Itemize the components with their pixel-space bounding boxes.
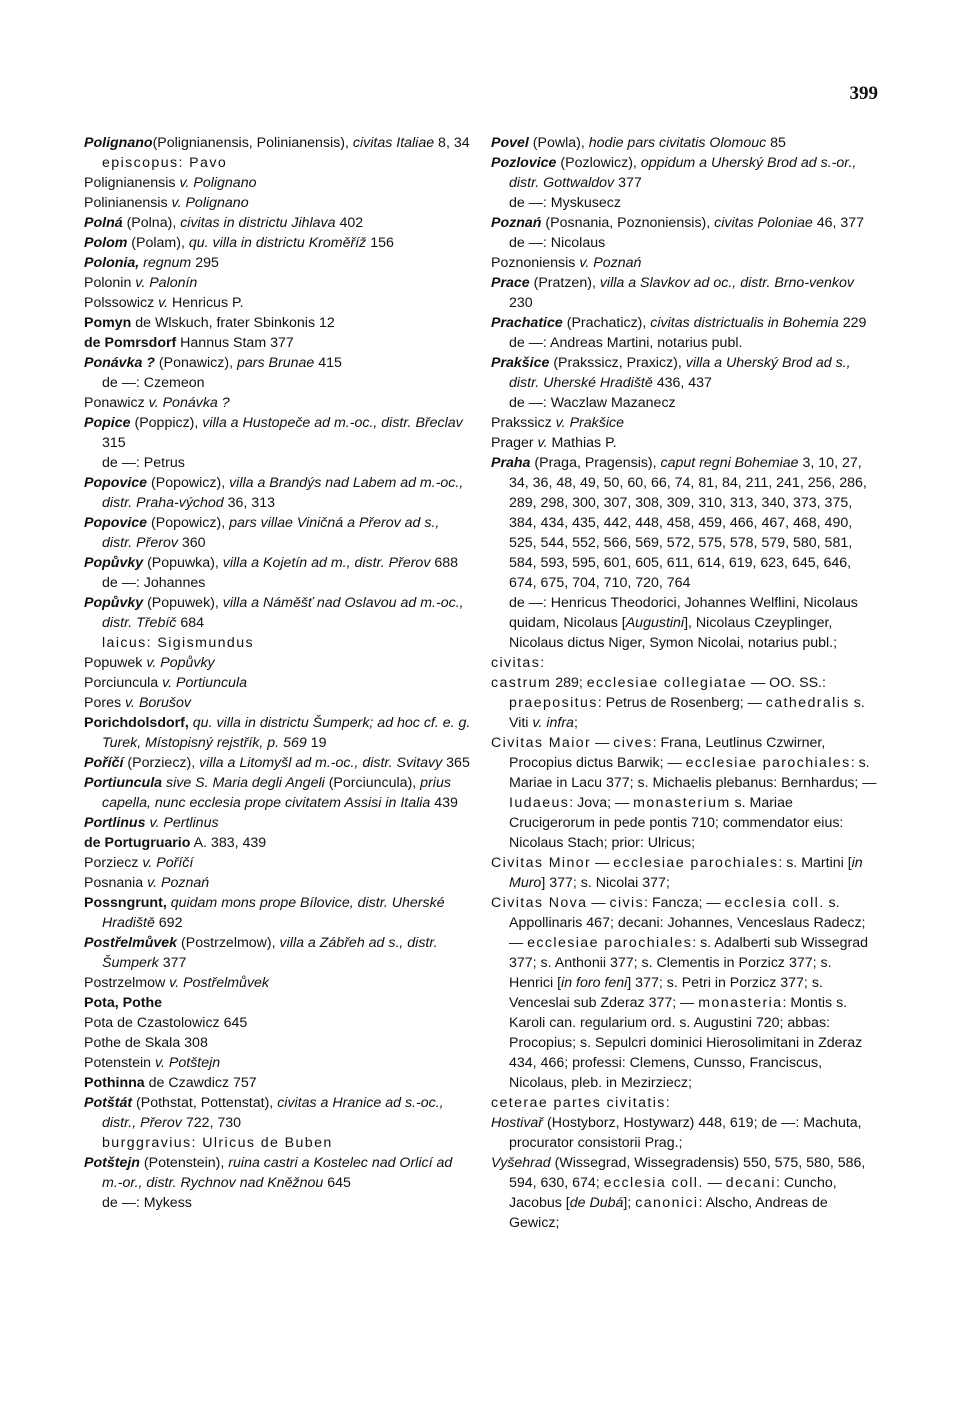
entry-text-run: : Frana, Leutlinus Czwirner, Procopius dictus Barwik; —: [509, 735, 826, 771]
index-entry: [84, 1013, 472, 1033]
entry-text-run: (Poppicz),: [130, 415, 203, 431]
entry-text-run: Hannus Stam 377: [176, 335, 294, 351]
entry-text-run: v. Poznań: [579, 255, 642, 271]
entry-text-run: 289;: [551, 675, 587, 691]
index-entry: [491, 413, 878, 433]
entry-text-run: canonici: [635, 1195, 699, 1211]
entry-text-run: v. infra: [532, 715, 574, 731]
entry-text-run: de —: Johannes: [102, 575, 206, 591]
right-column: [491, 133, 878, 1233]
entry-text-run: villa a Hustopeče ad m.-oc., distr. Břeclav: [202, 415, 463, 431]
entry-text-run: 36, 313: [223, 495, 275, 511]
entry-text-run: (Ponawicz),: [154, 355, 237, 371]
entry-text-run: pars Brunae: [236, 355, 315, 371]
entry-text-run: de —: Petrus: [102, 455, 185, 471]
entry-text-run: (Popowicz),: [147, 515, 230, 531]
entry-text-run: villa a Zábřeh ad s., distr. Šumperk: [102, 935, 438, 971]
entry-text-run: (Popowicz),: [147, 475, 230, 491]
entry-text-run: Civitas Maior: [491, 735, 592, 751]
entry-text-run: ecclesiae parochiales: [613, 855, 779, 871]
index-subentry: [84, 373, 472, 393]
entry-text-run: v. Polignano: [179, 175, 257, 191]
index-subentry: [84, 453, 472, 473]
entry-text-run: 377: [614, 175, 642, 191]
entry-text-run: : Montis s. Karoli can. regularium ord. s. Augustini 720; abbas: Procopius; s. Sepulcri dominici Hierosolimitani in Zderaz 434, 466; professi: Clemens, Cunsso, Franciscus, Nicolaus, pleb. in Mezirziecz;: [509, 995, 863, 1091]
index-entry: [84, 753, 472, 773]
entry-text-run: (Porziecz),: [123, 755, 200, 771]
entry-text-run: : Cuncho, Jacobus [: [509, 1175, 837, 1211]
index-entry: [84, 273, 472, 293]
entry-text-run: v. Pertlinus: [149, 815, 219, 831]
index-entry: [84, 253, 472, 273]
entry-text-run: de —: Myskusecz: [509, 195, 621, 211]
entry-text-run: : Petrus de Rosenberg; —: [597, 695, 766, 711]
entry-text-run: Povel: [491, 135, 529, 151]
entry-text-run: ], Nicolaus Czeyplinger, Nicolaus dictus Niger, Symon Nicolai, notarius publ.;: [509, 615, 838, 651]
entry-text-run: Henricus P.: [168, 295, 244, 311]
entry-text-run: —: [591, 855, 614, 871]
entry-text-run: Augustini: [625, 615, 685, 631]
entry-text-run: Poznań: [491, 215, 542, 231]
entry-text-run: s. Appollinaris 467; decani: Johannes, Venceslaus Radecz; —: [509, 895, 866, 951]
entry-text-run: v. Poznań: [147, 875, 210, 891]
index-entry: [84, 693, 472, 713]
entry-text-run: (Postrzelmow),: [177, 935, 280, 951]
entry-text-run: Popice: [84, 415, 131, 431]
entry-text-run: Pota de Czastolowicz 645: [84, 1015, 248, 1031]
entry-text-run: ] 377; s. Nicolai 377;: [541, 875, 670, 891]
entry-text-run: 8, 34: [434, 135, 470, 151]
index-subentry: [491, 593, 878, 653]
index-entry: [84, 653, 472, 673]
entry-text-run: v. Poříčí: [142, 855, 194, 871]
entry-text-run: Popuwek: [84, 655, 147, 671]
index-entry: [84, 213, 472, 233]
entry-text-run: villa a Brandýs nad Labem ad m.-oc., distr. Praha-východ: [102, 475, 464, 511]
entry-text-run: Prace: [491, 275, 530, 291]
entry-text-run: Potštát: [84, 1095, 133, 1111]
entry-text-run: A. 383, 439: [190, 835, 267, 851]
index-entry: [84, 353, 472, 373]
entry-text-run: de —: Mykess: [102, 1195, 192, 1211]
entry-text-run: praepositus: [509, 695, 598, 711]
index-subentry: [491, 193, 878, 213]
entry-text-run: Prager: [491, 435, 538, 451]
index-entry: [491, 313, 878, 333]
entry-text-run: (Pothstat, Pottenstat),: [132, 1095, 278, 1111]
entry-text-run: (Potenstein),: [139, 1155, 229, 1171]
entry-text-run: v. Prakšice: [555, 415, 624, 431]
index-entry: [491, 1113, 878, 1153]
index-entry: [491, 273, 878, 313]
index-entry: [84, 233, 472, 253]
entry-text-run: ;: [573, 715, 578, 731]
entry-text-run: 360: [177, 535, 206, 551]
index-section-heading: [491, 1093, 878, 1113]
entry-text-run: de Czawdicz 757: [144, 1075, 257, 1091]
entry-text-run: Prakssicz: [491, 415, 556, 431]
entry-text-run: qu. villa in districtu Šumperk; ad hoc cf. e. g. Turek, Místopisný rejstřík, p. 569: [102, 715, 471, 751]
entry-text-run: in foro feni: [561, 975, 628, 991]
entry-text-run: de Pomrsdorf: [84, 335, 177, 351]
index-subentry: [491, 393, 878, 413]
index-entry: [84, 293, 472, 313]
entry-text-run: burggravius: Ulricus de Buben: [102, 1135, 333, 1151]
entry-text-run: prius capella, nunc ecclesia prope civitatem Assisi in Italia: [102, 775, 451, 811]
entry-text-run: 688: [430, 555, 459, 571]
entry-text-run: s. Mariae Crucigerorum in pede pontis 710; commendator eius: Nicolaus Stach; prior: Ulricus;: [509, 795, 844, 851]
entry-text-run: Postrzelmow: [84, 975, 170, 991]
entry-text-run: v. Borušov: [125, 695, 191, 711]
entry-text-run: v. Polignano: [171, 195, 249, 211]
entry-text-run: Poříčí: [84, 755, 124, 771]
page-number: 399: [849, 83, 878, 104]
entry-text-run: Pozlovice: [491, 155, 557, 171]
entry-text-run: oppidum a Uherský Brod ad s.-or., distr. Gottwaldov: [509, 155, 857, 191]
entry-text-run: —: [703, 1175, 726, 1191]
entry-text-run: Popovice: [84, 515, 148, 531]
index-entry: [84, 973, 472, 993]
left-column: [84, 133, 472, 1213]
entry-text-run: Pota, Pothe: [84, 995, 163, 1011]
entry-text-run: regnum: [143, 255, 192, 271]
entry-text-run: (Powla),: [528, 135, 589, 151]
entry-text-run: civitas a Hranice ad s.-oc., distr., Přerov: [102, 1095, 444, 1131]
entry-text-run: Polssowicz: [84, 295, 159, 311]
entry-text-run: ];: [623, 1195, 636, 1211]
entry-text-run: civitas:: [491, 655, 546, 671]
entry-text-run: (Posnania, Poznoniensis),: [541, 215, 715, 231]
index-entry: [491, 453, 878, 593]
entry-text-run: Mathias P.: [547, 435, 617, 451]
entry-text-run: Prachatice: [491, 315, 563, 331]
entry-text-run: Iudaeus: [509, 795, 570, 811]
entry-text-run: Pomyn: [84, 315, 132, 331]
index-entry: [84, 393, 472, 413]
entry-text-run: Prakšice: [491, 355, 550, 371]
entry-text-run: 692: [154, 915, 183, 931]
index-entry: [84, 333, 472, 353]
entry-text-run: episcopus: Pavo: [102, 155, 228, 171]
entry-text-run: s. Viti: [509, 695, 865, 731]
index-entry: [491, 133, 878, 153]
entry-text-run: 156: [366, 235, 394, 251]
entry-text-run: de —: Waczlaw Mazanecz: [509, 395, 676, 411]
index-entry: [84, 313, 472, 333]
entry-text-run: v.: [537, 435, 548, 451]
index-entry: [491, 733, 878, 853]
entry-text-run: 365: [442, 755, 470, 771]
entry-text-run: laicus: Sigismundus: [102, 635, 254, 651]
index-entry: [84, 673, 472, 693]
entry-text-run: Potenstein: [84, 1055, 155, 1071]
entry-text-run: Posnania: [84, 875, 148, 891]
index-entry: [84, 1033, 472, 1053]
entry-text-run: Civitas Minor: [491, 855, 592, 871]
entry-text-run: ecclesiae collegiatae: [586, 675, 748, 691]
index-subentry: [84, 633, 472, 653]
index-entry: [84, 933, 472, 973]
entry-text-run: caput regni Bohemiae: [660, 455, 799, 471]
index-entry: [491, 433, 878, 453]
entry-text-run: —: [591, 735, 614, 751]
entry-text-run: : Fancza; —: [644, 895, 725, 911]
index-subentry: [491, 233, 878, 253]
index-entry: [491, 213, 878, 233]
entry-text-run: Ponawicz: [84, 395, 149, 411]
entry-text-run: v. Popůvky: [146, 655, 215, 671]
entry-text-run: (Prachaticz),: [562, 315, 651, 331]
entry-text-run: 645: [323, 1175, 351, 1191]
entry-text-run: villa a Kojetín ad m., distr. Přerov: [222, 555, 431, 571]
entry-text-run: 722, 730: [181, 1115, 242, 1131]
index-entry: [84, 193, 472, 213]
entry-text-run: villa a Náměšť nad Oslavou ad m.-oc., distr. Třebíč: [102, 595, 464, 631]
entry-text-run: Porichdolsdorf,: [84, 715, 189, 731]
entry-text-run: 436, 437: [652, 375, 712, 391]
entry-text-run: Hostivař: [491, 1115, 544, 1131]
index-entry: [491, 673, 878, 733]
entry-text-run: Postřelmůvek: [84, 935, 178, 951]
entry-text-run: : s. Adalberti sub Wissegrad 377; s. Anthonii 377; s. Clementis in Porzicz 377; s. Henrici [: [509, 935, 869, 991]
index-entry: [491, 1153, 878, 1233]
entry-text-run: (Wissegrad, Wissegradensis) 550, 575, 580, 586, 594, 630, 674;: [509, 1155, 866, 1191]
entry-text-run: Popůvky: [84, 555, 144, 571]
entry-text-run: Portiuncula: [84, 775, 163, 791]
entry-text-run: cathedralis: [765, 695, 850, 711]
entry-text-run: Ponávka ?: [84, 355, 155, 371]
entry-text-run: v.: [158, 295, 169, 311]
entry-text-run: (Praga, Pragensis),: [530, 455, 661, 471]
entry-text-run: (Prakssicz, Praxicz),: [549, 355, 686, 371]
index-entry: [84, 773, 472, 813]
entry-text-run: villa a Uherský Brod ad s., distr. Uherské Hradiště: [509, 355, 851, 391]
entry-text-run: Polná: [84, 215, 123, 231]
entry-text-run: cives: [613, 735, 653, 751]
entry-text-run: Porciuncula: [84, 675, 163, 691]
entry-text-run: (Porciuncula),: [324, 775, 421, 791]
entry-text-run: de —: Czemeon: [102, 375, 205, 391]
entry-text-run: Polonia,: [84, 255, 140, 271]
entry-text-run: Popovice: [84, 475, 148, 491]
index-section-heading: [491, 653, 878, 673]
entry-text-run: Vyšehrad: [491, 1155, 551, 1171]
entry-text-run: (Pozlowicz),: [556, 155, 641, 171]
entry-text-run: sive S. Maria degli Angeli: [166, 775, 325, 791]
entry-text-run: civitas Poloniae: [714, 215, 813, 231]
index-entry: [84, 1153, 472, 1193]
index-entry: [491, 153, 878, 193]
index-entry: [84, 853, 472, 873]
entry-text-run: in Muro: [509, 855, 863, 891]
entry-text-run: Civitas Nova: [491, 895, 588, 911]
entry-text-run: de Dubá: [569, 1195, 624, 1211]
entry-text-run: 684: [176, 615, 204, 631]
entry-text-run: ecclesia coll.: [724, 895, 825, 911]
entry-text-run: Portlinus: [84, 815, 146, 831]
entry-text-run: 377: [158, 955, 187, 971]
entry-text-run: de —: Andreas Martini, notarius publ.: [509, 335, 743, 351]
entry-text-run: 3, 10, 27, 34, 36, 48, 49, 50, 60, 66, 74, 81, 84, 211, 241, 256, 286, 289, 298, 300, 307, 308, 309, 310, 313, 340, 373, 375, 384, 434, 435, 442, 448, 458, 459, 466, 467, 468, 490, 525, 544, 552, 566, 569, 572, 575, 578, 579, 580, 581, 584, 593, 595, 601, 605, 611, 614, 619, 623, 645, 646, 674, 675, 704, 710, 720, 764: [509, 455, 867, 591]
entry-text-run: Praha: [491, 455, 531, 471]
entry-text-run: Potštejn: [84, 1155, 140, 1171]
entry-text-run: Poznoniensis: [491, 255, 580, 271]
entry-text-run: civitas districtualis in Bohemia: [650, 315, 839, 331]
entry-text-run: hodie pars civitatis Olomouc: [588, 135, 767, 151]
entry-text-run: 295: [191, 255, 219, 271]
entry-text-run: civitas Italiae: [352, 135, 435, 151]
entry-text-run: ceterae partes civitatis:: [491, 1095, 672, 1111]
entry-text-run: ecclesia coll.: [603, 1175, 704, 1191]
index-entry: [84, 713, 472, 753]
index-entry: [84, 873, 472, 893]
entry-text-run: 230: [509, 295, 533, 311]
entry-text-run: ] 377; s. Petri in Porzicz 377; s. Venceslai sub Zderaz 377; —: [509, 975, 823, 1011]
index-subentry: [84, 153, 472, 173]
entry-text-run: Polinianensis: [84, 195, 172, 211]
index-entry: [84, 833, 472, 853]
entry-text-run: de —: Nicolaus: [509, 235, 606, 251]
entry-text-run: (Popuwka),: [143, 555, 223, 571]
entry-text-run: : s. Mariae in Lacu 377; s. Michaelis plebanus: Bernhardus; —: [509, 755, 877, 791]
entry-text-run: : Jova; —: [569, 795, 634, 811]
index-entry: [84, 993, 472, 1013]
index-subentry: [84, 573, 472, 593]
entry-text-run: villa a Slavkov ad oc., distr. Brno-venkov: [599, 275, 854, 291]
entry-text-run: : s. Martini [: [778, 855, 852, 871]
entry-text-run: Polom: [84, 235, 128, 251]
entry-text-run: (Popuwek),: [143, 595, 223, 611]
entry-text-run: qu. villa in districtu Kroměříž: [188, 235, 367, 251]
entry-text-run: 402: [335, 215, 364, 231]
entry-text-run: (Polignianensis, Polinianensis),: [152, 135, 353, 151]
entry-text-run: villa a Litomyšl ad m.-oc., distr. Svitavy: [199, 755, 443, 771]
index-entry: [84, 173, 472, 193]
index-entry: [491, 353, 878, 393]
entry-text-run: ruina castri a Kostelec nad Orlicí ad m.-or., distr. Rychnov nad Kněžnou: [102, 1155, 453, 1191]
entry-text-run: — OO. SS.:: [747, 675, 826, 691]
entry-text-run: Polignianensis: [84, 175, 180, 191]
entry-text-run: Pothinna: [84, 1075, 145, 1091]
entry-text-run: (Polna),: [122, 215, 181, 231]
index-subentry: [84, 1193, 472, 1213]
entry-text-run: civis: [609, 895, 645, 911]
entry-text-run: v. Palonín: [135, 275, 198, 291]
entry-text-run: de Portugruario: [84, 835, 191, 851]
entry-text-run: castrum: [491, 675, 552, 691]
index-entry: [84, 1053, 472, 1073]
entry-text-run: decani: [725, 1175, 776, 1191]
entry-text-run: ecclesiae parochiales: [527, 935, 693, 951]
entry-text-run: quidam mons prope Bílovice, distr. Uherské Hradiště: [102, 895, 445, 931]
entry-text-run: Porziecz: [84, 855, 143, 871]
entry-text-run: (Hostyborz, Hostywarz) 448, 619; de —: Machuta, procurator consistorii Prag.;: [509, 1115, 862, 1151]
entry-text-run: v. Potštejn: [155, 1055, 221, 1071]
entry-text-run: —: [587, 895, 610, 911]
entry-text-run: v. Portiuncula: [162, 675, 247, 691]
entry-text-run: : Alscho, Andreas de Gewicz;: [509, 1195, 828, 1231]
entry-text-run: monasteria: [698, 995, 783, 1011]
entry-text-run: (Polam),: [127, 235, 189, 251]
entry-text-run: de Wlskuch, frater Sbinkonis 12: [131, 315, 335, 331]
index-entry: [84, 813, 472, 833]
index-subentry: [84, 1133, 472, 1153]
entry-text-run: Pothe de Skala 308: [84, 1035, 208, 1051]
index-entry: [84, 413, 472, 453]
entry-text-run: civitas in districtu Jihlava: [180, 215, 336, 231]
index-entry: [84, 473, 472, 513]
entry-text-run: 85: [766, 135, 786, 151]
entry-text-run: 229: [838, 315, 867, 331]
entry-text-run: (Pratzen),: [529, 275, 600, 291]
index-entry: [491, 893, 878, 1093]
entry-text-run: Polonin: [84, 275, 136, 291]
entry-text-run: Pores: [84, 695, 126, 711]
index-subentry: [491, 333, 878, 353]
entry-text-run: Polignano: [84, 135, 153, 151]
index-entry: [491, 253, 878, 273]
entry-text-run: 19: [306, 735, 327, 751]
entry-text-run: ecclesiae parochiales: [685, 755, 851, 771]
entry-text-run: Possngrunt,: [84, 895, 167, 911]
entry-text-run: de —: Henricus Theodorici, Johannes Welflini, Nicolaus quidam, Nicolaus [: [509, 595, 858, 631]
entry-text-run: 46, 377: [812, 215, 865, 231]
entry-text-run: pars villae Viničná a Přerov ad s., distr. Přerov: [102, 515, 440, 551]
entry-text-run: monasterium: [633, 795, 731, 811]
entry-text-run: 439: [430, 795, 458, 811]
index-entry: [491, 853, 878, 893]
index-entry: [84, 133, 472, 153]
index-entry: [84, 513, 472, 553]
entry-text-run: Popůvky: [84, 595, 144, 611]
entry-text-run: 315: [102, 435, 126, 451]
index-entry: [84, 593, 472, 633]
entry-text-run: 415: [314, 355, 342, 371]
entry-text-run: v. Postřelmůvek: [169, 975, 270, 991]
index-entry: [84, 553, 472, 573]
index-entry: [84, 1073, 472, 1093]
index-entry: [84, 1093, 472, 1133]
entry-text-run: v. Ponávka ?: [148, 395, 230, 411]
index-entry: [84, 893, 472, 933]
